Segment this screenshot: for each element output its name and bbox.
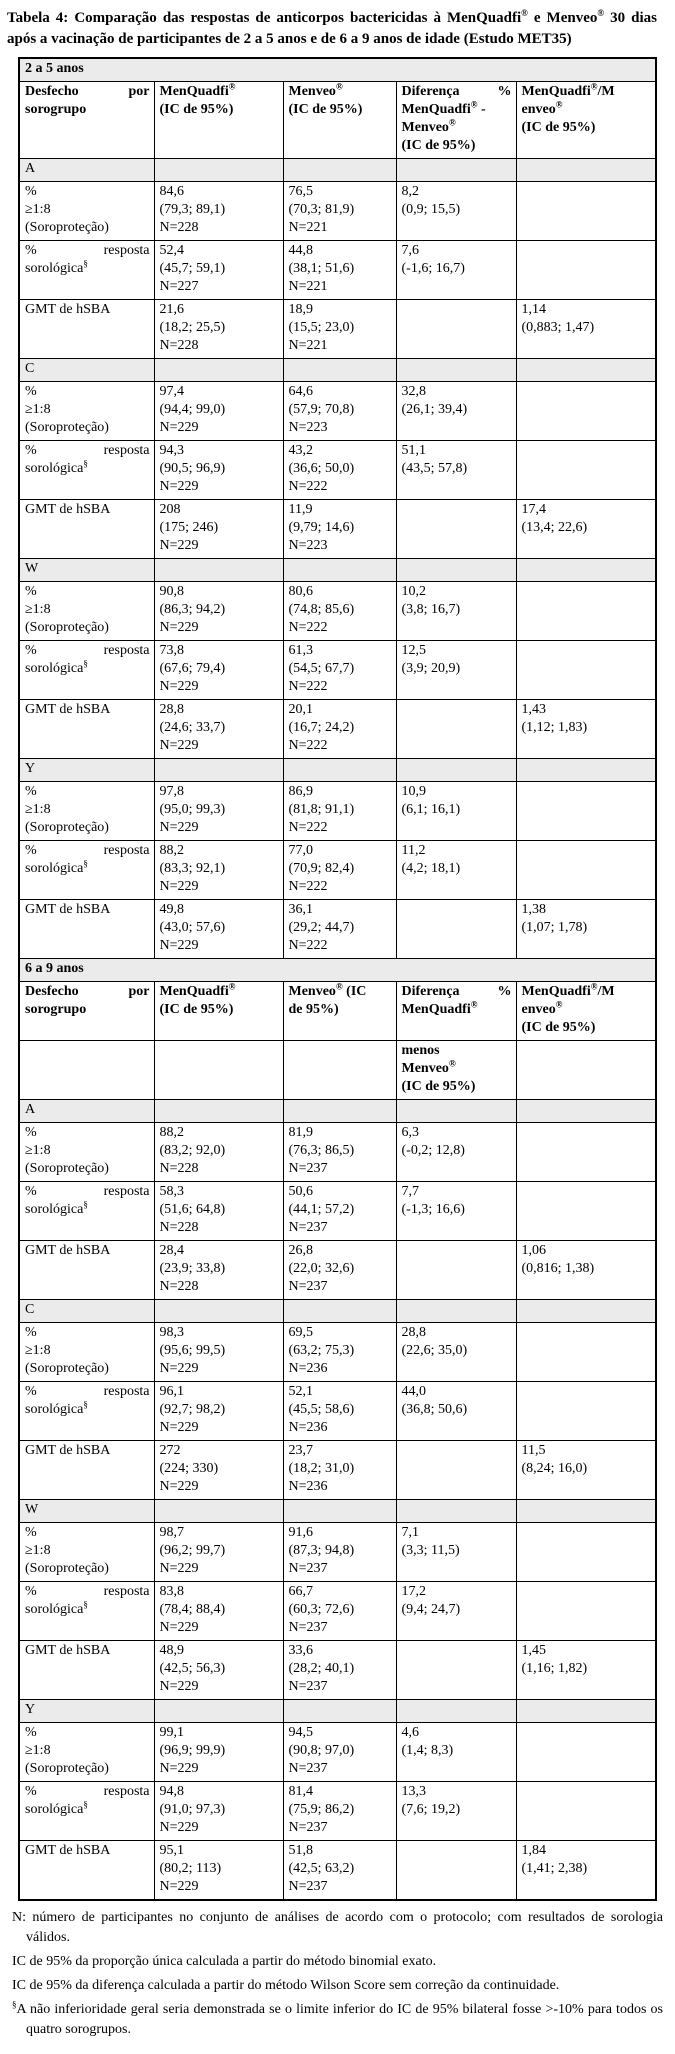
menquadfi-cell: 52,4 (45,7; 59,1) N=227: [154, 241, 283, 300]
menveo-cell: 94,5 (90,8; 97,0) N=237: [283, 1723, 396, 1782]
column-header: Menveo® (IC de 95%): [283, 82, 396, 159]
menquadfi-cell: 99,1 (96,9; 99,9) N=229: [154, 1723, 283, 1782]
table-row: [19, 1641, 656, 1700]
serogroup-row: [19, 1300, 656, 1323]
menveo-cell: 51,8 (42,5; 63,2) N=237: [283, 1841, 396, 1901]
serogroup-row: [19, 759, 656, 782]
difference-cell: 28,8 (22,6; 35,0): [396, 1323, 516, 1382]
column-header: MenQuadfi®/M enveo® (IC de 95%): [516, 82, 656, 159]
serogroup-band-cell: [154, 159, 283, 182]
serogroup-row: [19, 1100, 656, 1123]
ratio-cell: 1,45 (1,16; 1,82): [516, 1641, 656, 1700]
age-group-row: [19, 58, 656, 82]
serogroup-band: W: [19, 1500, 154, 1523]
difference-cell: [396, 900, 516, 959]
menquadfi-cell: 48,9 (42,5; 56,3) N=229: [154, 1641, 283, 1700]
column-header: MenQuadfi® (IC de 95%): [154, 982, 283, 1041]
serogroup-band-cell: [154, 559, 283, 582]
serogroup-band-cell: [283, 1700, 396, 1723]
column-header: Diferença % MenQuadfi® - Menveo® (IC de 95%): [396, 82, 516, 159]
menveo-cell: 64,6 (57,9; 70,8) N=223: [283, 382, 396, 441]
outcome-label-cell: % ≥1:8 (Soroproteção): [19, 782, 154, 841]
ratio-cell: [516, 782, 656, 841]
age-group-band: 2 a 5 anos: [19, 58, 656, 82]
outcome-label-cell: % ≥1:8 (Soroproteção): [19, 182, 154, 241]
difference-cell: 32,8 (26,1; 39,4): [396, 382, 516, 441]
serogroup-band: A: [19, 159, 154, 182]
footnote-ci-difference: IC de 95% da diferença calculada a partir do método Wilson Score sem correção da continuidade.: [12, 1978, 560, 1993]
outcome-label-cell: GMT de hSBA: [19, 1641, 154, 1700]
serogroup-row: [19, 559, 656, 582]
outcome-label-cell: GMT de hSBA: [19, 700, 154, 759]
difference-cell: 17,2 (9,4; 24,7): [396, 1582, 516, 1641]
menquadfi-cell: 97,4 (94,4; 99,0) N=229: [154, 382, 283, 441]
menveo-cell: 33,6 (28,2; 40,1) N=237: [283, 1641, 396, 1700]
column-header: MenQuadfi®/M enveo® (IC de 95%): [516, 982, 656, 1041]
outcome-label-cell: % resposta sorológica§: [19, 641, 154, 700]
serogroup-band: A: [19, 1100, 154, 1123]
difference-cell: 51,1 (43,5; 57,8): [396, 441, 516, 500]
column-header: Desfecho por sorogrupo: [19, 82, 154, 159]
difference-cell: 6,3 (-0,2; 12,8): [396, 1123, 516, 1182]
column-header: Diferença % MenQuadfi®: [396, 982, 516, 1041]
menquadfi-cell: 88,2 (83,2; 92,0) N=228: [154, 1123, 283, 1182]
menquadfi-cell: 94,3 (90,5; 96,9) N=229: [154, 441, 283, 500]
outcome-label-cell: % resposta sorológica§: [19, 241, 154, 300]
menveo-cell: 44,8 (38,1; 51,6) N=221: [283, 241, 396, 300]
menquadfi-cell: 94,8 (91,0; 97,3) N=229: [154, 1782, 283, 1841]
table-row: [19, 1382, 656, 1441]
age-group-row: [19, 959, 656, 982]
outcome-label-cell: % ≥1:8 (Soroproteção): [19, 382, 154, 441]
outcome-label-cell: % resposta sorológica§: [19, 441, 154, 500]
footnote-ci-proportion: IC de 95% da proporção única calculada a partir do método binomial exato.: [12, 1954, 437, 1969]
serogroup-row: [19, 159, 656, 182]
menquadfi-cell: 28,8 (24,6; 33,7) N=229: [154, 700, 283, 759]
outcome-label-cell: % resposta sorológica§: [19, 1182, 154, 1241]
difference-cell: 12,5 (3,9; 20,9): [396, 641, 516, 700]
footnotes: [7, 1908, 667, 2040]
ratio-cell: [516, 1523, 656, 1582]
column-header: Desfecho por sorogrupo: [19, 982, 154, 1041]
ratio-cell: 1,38 (1,07; 1,78): [516, 900, 656, 959]
serogroup-band-cell: [516, 359, 656, 382]
menquadfi-cell: 97,8 (95,0; 99,3) N=229: [154, 782, 283, 841]
serogroup-band-cell: [283, 559, 396, 582]
ratio-cell: [516, 641, 656, 700]
serogroup-row: [19, 1500, 656, 1523]
outcome-label-cell: % ≥1:8 (Soroproteção): [19, 582, 154, 641]
ratio-cell: [516, 441, 656, 500]
serogroup-band-cell: [516, 159, 656, 182]
ratio-cell: 1,43 (1,12; 1,83): [516, 700, 656, 759]
table-row: [19, 641, 656, 700]
table-row: [19, 782, 656, 841]
menveo-cell: 43,2 (36,6; 50,0) N=222: [283, 441, 396, 500]
menveo-cell: 52,1 (45,5; 58,6) N=236: [283, 1382, 396, 1441]
serogroup-band: W: [19, 559, 154, 582]
menveo-cell: 76,5 (70,3; 81,9) N=221: [283, 182, 396, 241]
serogroup-band-cell: [396, 759, 516, 782]
ratio-cell: [516, 582, 656, 641]
menveo-cell: 69,5 (63,2; 75,3) N=236: [283, 1323, 396, 1382]
outcome-label-cell: GMT de hSBA: [19, 900, 154, 959]
outcome-label-cell: % resposta sorológica§: [19, 1382, 154, 1441]
menveo-cell: 36,1 (29,2; 44,7) N=222: [283, 900, 396, 959]
ratio-cell: 1,14 (0,883; 1,47): [516, 300, 656, 359]
ratio-cell: [516, 1723, 656, 1782]
column-header: [516, 1041, 656, 1100]
serogroup-band-cell: [283, 1100, 396, 1123]
menquadfi-cell: 98,3 (95,6; 99,5) N=229: [154, 1323, 283, 1382]
ratio-cell: [516, 241, 656, 300]
serogroup-band-cell: [154, 1700, 283, 1723]
column-header: [283, 1041, 396, 1100]
difference-cell: 7,6 (-1,6; 16,7): [396, 241, 516, 300]
table-row: [19, 1782, 656, 1841]
header-row: [19, 1041, 656, 1100]
outcome-label-cell: % resposta sorológica§: [19, 1582, 154, 1641]
ratio-cell: 1,06 (0,816; 1,38): [516, 1241, 656, 1300]
serogroup-band-cell: [516, 759, 656, 782]
table-row: [19, 841, 656, 900]
menveo-cell: 91,6 (87,3; 94,8) N=237: [283, 1523, 396, 1582]
serogroup-band-cell: [516, 1100, 656, 1123]
serogroup-band-cell: [154, 359, 283, 382]
serogroup-band-cell: [396, 159, 516, 182]
outcome-label-cell: GMT de hSBA: [19, 500, 154, 559]
serogroup-band-cell: [396, 1700, 516, 1723]
serogroup-row: [19, 359, 656, 382]
menveo-cell: 77,0 (70,9; 82,4) N=222: [283, 841, 396, 900]
ratio-cell: [516, 1782, 656, 1841]
table-row: [19, 441, 656, 500]
column-header: MenQuadfi® (IC de 95%): [154, 82, 283, 159]
serogroup-band-cell: [283, 359, 396, 382]
ratio-cell: [516, 1582, 656, 1641]
menveo-cell: 50,6 (44,1; 57,2) N=237: [283, 1182, 396, 1241]
header-row: [19, 82, 656, 159]
outcome-label-cell: % ≥1:8 (Soroproteção): [19, 1723, 154, 1782]
ratio-cell: [516, 382, 656, 441]
menquadfi-cell: 21,6 (18,2; 25,5) N=228: [154, 300, 283, 359]
menquadfi-cell: 95,1 (80,2; 113) N=229: [154, 1841, 283, 1901]
difference-cell: 7,1 (3,3; 11,5): [396, 1523, 516, 1582]
outcome-label-cell: % resposta sorológica§: [19, 1782, 154, 1841]
serogroup-band-cell: [516, 1300, 656, 1323]
serogroup-band-cell: [516, 1500, 656, 1523]
ratio-cell: 17,4 (13,4; 22,6): [516, 500, 656, 559]
table-row: [19, 1841, 656, 1901]
menveo-cell: 26,8 (22,0; 32,6) N=237: [283, 1241, 396, 1300]
difference-cell: 7,7 (-1,3; 16,6): [396, 1182, 516, 1241]
difference-cell: [396, 500, 516, 559]
serogroup-band: Y: [19, 1700, 154, 1723]
serogroup-band-cell: [396, 559, 516, 582]
ratio-cell: 11,5 (8,24; 16,0): [516, 1441, 656, 1500]
table-row: [19, 1441, 656, 1500]
serogroup-band: C: [19, 359, 154, 382]
serogroup-band: Y: [19, 759, 154, 782]
menquadfi-cell: 58,3 (51,6; 64,8) N=228: [154, 1182, 283, 1241]
menquadfi-cell: 90,8 (86,3; 94,2) N=229: [154, 582, 283, 641]
serogroup-band-cell: [283, 1500, 396, 1523]
menveo-cell: 23,7 (18,2; 31,0) N=236: [283, 1441, 396, 1500]
difference-cell: 11,2 (4,2; 18,1): [396, 841, 516, 900]
table-row: [19, 1241, 656, 1300]
header-row: [19, 982, 656, 1041]
table-row: [19, 700, 656, 759]
menveo-cell: 81,4 (75,9; 86,2) N=237: [283, 1782, 396, 1841]
column-header: Menveo® (IC de 95%): [283, 982, 396, 1041]
ratio-cell: 1,84 (1,41; 2,38): [516, 1841, 656, 1901]
outcome-label-cell: % resposta sorológica§: [19, 841, 154, 900]
difference-cell: 44,0 (36,8; 50,6): [396, 1382, 516, 1441]
menquadfi-cell: 88,2 (83,3; 92,1) N=229: [154, 841, 283, 900]
table-row: [19, 1182, 656, 1241]
serogroup-band-cell: [154, 1300, 283, 1323]
table-row: [19, 1323, 656, 1382]
comparison-table: [18, 57, 657, 1901]
serogroup-band-cell: [154, 1500, 283, 1523]
menquadfi-cell: 73,8 (67,6; 79,4) N=229: [154, 641, 283, 700]
outcome-label-cell: % ≥1:8 (Soroproteção): [19, 1323, 154, 1382]
table-row: [19, 500, 656, 559]
difference-cell: [396, 1441, 516, 1500]
table-row: [19, 900, 656, 959]
menquadfi-cell: 84,6 (79,3; 89,1) N=228: [154, 182, 283, 241]
serogroup-row: [19, 1700, 656, 1723]
difference-cell: 13,3 (7,6; 19,2): [396, 1782, 516, 1841]
serogroup-band-cell: [396, 1500, 516, 1523]
table-row: [19, 1523, 656, 1582]
menveo-cell: 11,9 (9,79; 14,6) N=223: [283, 500, 396, 559]
ratio-cell: [516, 1123, 656, 1182]
serogroup-band-cell: [154, 1100, 283, 1123]
column-header: [19, 1041, 154, 1100]
difference-cell: [396, 300, 516, 359]
difference-cell: 10,2 (3,8; 16,7): [396, 582, 516, 641]
footnote-n-definition: N: número de participantes no conjunto de análises de acordo com o protocolo; com resultados de sorologia válidos.: [12, 1910, 663, 1945]
menveo-cell: 81,9 (76,3; 86,5) N=237: [283, 1123, 396, 1182]
outcome-label-cell: GMT de hSBA: [19, 300, 154, 359]
serogroup-band-cell: [396, 1300, 516, 1323]
serogroup-band-cell: [154, 759, 283, 782]
ratio-cell: [516, 1382, 656, 1441]
difference-cell: [396, 700, 516, 759]
menveo-cell: 20,1 (16,7; 24,2) N=222: [283, 700, 396, 759]
ratio-cell: [516, 841, 656, 900]
ratio-cell: [516, 1182, 656, 1241]
outcome-label-cell: % ≥1:8 (Soroproteção): [19, 1123, 154, 1182]
menveo-cell: 86,9 (81,8; 91,1) N=222: [283, 782, 396, 841]
outcome-label-cell: % ≥1:8 (Soroproteção): [19, 1523, 154, 1582]
difference-cell: [396, 1841, 516, 1901]
serogroup-band-cell: [516, 1700, 656, 1723]
table-title: Tabela 4: Comparação das respostas de anticorpos bactericidas à MenQuadfi® e Menveo® 30 dias após a vacinação de participantes de 2 a 5 anos e de 6 a 9 anos de idade (Estudo MET35): [7, 8, 657, 47]
table-row: [19, 300, 656, 359]
outcome-label-cell: GMT de hSBA: [19, 1441, 154, 1500]
age-group-band: 6 a 9 anos: [19, 959, 656, 982]
column-header: [154, 1041, 283, 1100]
footnote-noninferiority: §A não inferioridade geral seria demonstrada se o limite inferior do IC de 95% bilateral fosse >-10% para todos os quatro sorogrupos.: [12, 1999, 663, 2037]
menquadfi-cell: 49,8 (43,0; 57,6) N=229: [154, 900, 283, 959]
outcome-label-cell: GMT de hSBA: [19, 1241, 154, 1300]
table-row: [19, 382, 656, 441]
menveo-cell: 61,3 (54,5; 67,7) N=222: [283, 641, 396, 700]
serogroup-band: C: [19, 1300, 154, 1323]
serogroup-band-cell: [396, 1100, 516, 1123]
table-row: [19, 1582, 656, 1641]
serogroup-band-cell: [516, 559, 656, 582]
difference-cell: 10,9 (6,1; 16,1): [396, 782, 516, 841]
ratio-cell: [516, 1323, 656, 1382]
menquadfi-cell: 272 (224; 330) N=229: [154, 1441, 283, 1500]
difference-cell: 4,6 (1,4; 8,3): [396, 1723, 516, 1782]
table-row: [19, 1123, 656, 1182]
menquadfi-cell: 28,4 (23,9; 33,8) N=228: [154, 1241, 283, 1300]
menveo-cell: 80,6 (74,8; 85,6) N=222: [283, 582, 396, 641]
column-header: menos Menveo® (IC de 95%): [396, 1041, 516, 1100]
ratio-cell: [516, 182, 656, 241]
menveo-cell: 18,9 (15,5; 23,0) N=221: [283, 300, 396, 359]
menquadfi-cell: 208 (175; 246) N=229: [154, 500, 283, 559]
outcome-label-cell: GMT de hSBA: [19, 1841, 154, 1901]
serogroup-band-cell: [283, 159, 396, 182]
serogroup-band-cell: [396, 359, 516, 382]
menveo-cell: 66,7 (60,3; 72,6) N=237: [283, 1582, 396, 1641]
table-row: [19, 1723, 656, 1782]
serogroup-band-cell: [283, 1300, 396, 1323]
table-row: [19, 582, 656, 641]
menquadfi-cell: 98,7 (96,2; 99,7) N=229: [154, 1523, 283, 1582]
difference-cell: [396, 1641, 516, 1700]
menquadfi-cell: 83,8 (78,4; 88,4) N=229: [154, 1582, 283, 1641]
menquadfi-cell: 96,1 (92,7; 98,2) N=229: [154, 1382, 283, 1441]
difference-cell: 8,2 (0,9; 15,5): [396, 182, 516, 241]
table-row: [19, 182, 656, 241]
serogroup-band-cell: [283, 759, 396, 782]
table-row: [19, 241, 656, 300]
difference-cell: [396, 1241, 516, 1300]
